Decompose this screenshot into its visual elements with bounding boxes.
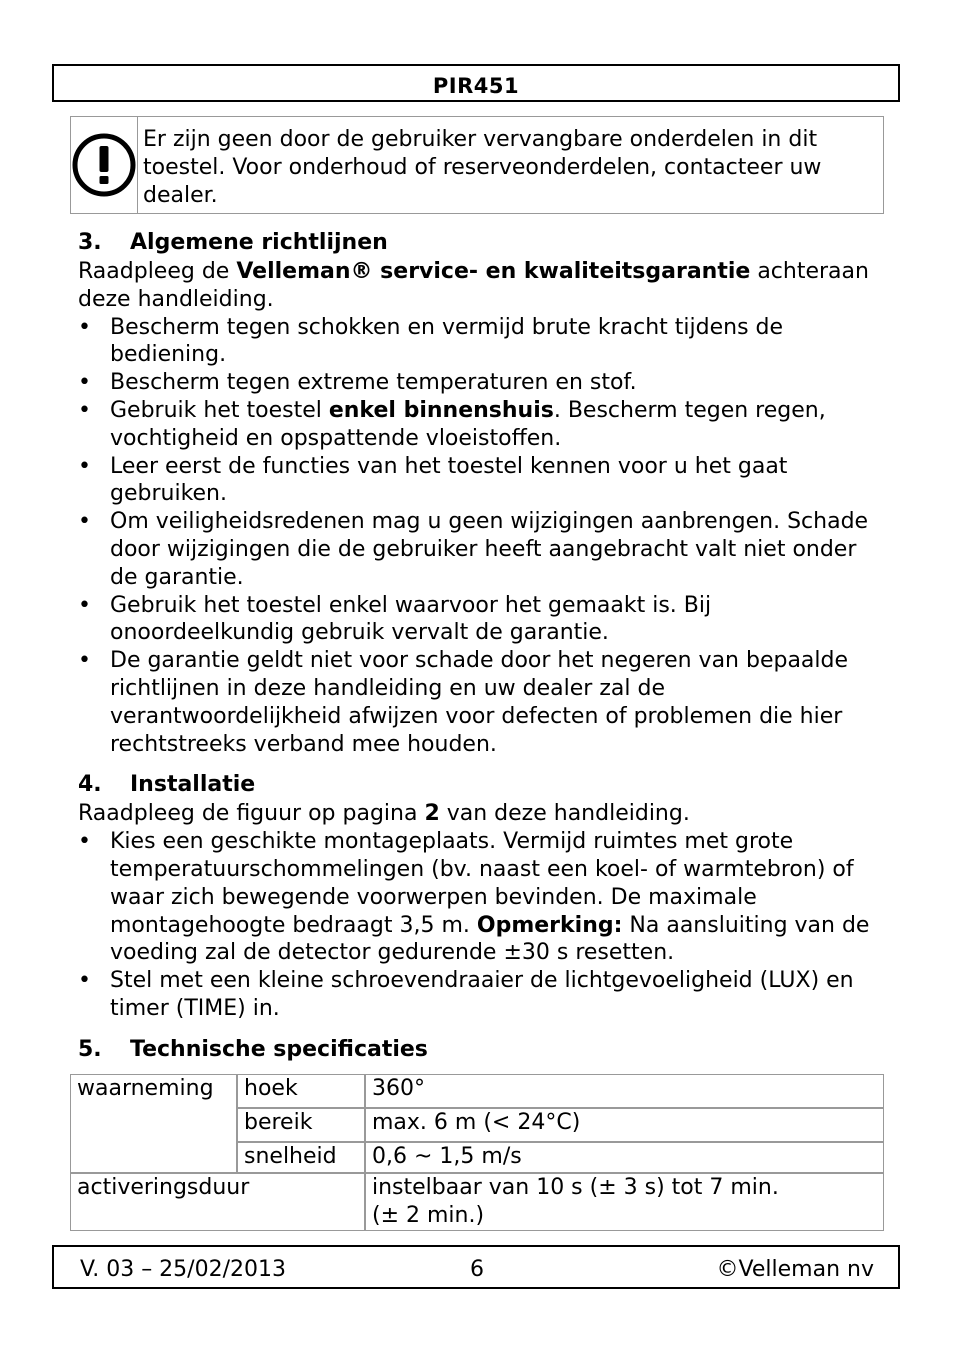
intro-text-end: van deze handleiding. — [439, 801, 690, 827]
table-cell: bereik — [237, 1108, 365, 1142]
table-cell: snelheid — [237, 1142, 365, 1173]
table-row — [70, 1173, 884, 1231]
item-bold-text: Opmerking: — [476, 912, 623, 938]
section-5-heading — [78, 1035, 888, 1065]
bullet: • — [78, 829, 91, 855]
list-item — [78, 314, 888, 370]
item-text: Bescherm tegen schokken en vermijd brute kracht tijdens de bediening. — [110, 314, 784, 368]
footer-page-number: 6 — [470, 1257, 484, 1282]
list-item — [78, 369, 888, 397]
item-text: Gebruik het toestel — [110, 397, 329, 423]
section-number: 4. — [78, 772, 102, 798]
content — [78, 228, 888, 1065]
cell-line: instelbaar van 10 s (± 3 s) tot 7 min. — [372, 1175, 779, 1200]
item-text: De garantie geldt niet voor schade door het negeren van bepaalde richtlijnen in deze handleiding en uw dealer zal de verantwoordelijkheid afwijzen voor defecten of problemen die hier rechtstreeks verband mee houden. — [110, 648, 849, 757]
table-cell: max. 6 m (< 24°C) — [365, 1108, 884, 1142]
intro-bold-text: 2 — [424, 801, 440, 827]
bullet: • — [78, 370, 91, 396]
table-cell: hoek — [237, 1074, 365, 1108]
list-item — [78, 967, 888, 1023]
section-4-intro — [78, 800, 888, 828]
bullet: • — [78, 397, 91, 423]
table-cell — [365, 1173, 884, 1231]
intro-text: Raadpleeg de figuur op pagina — [78, 801, 425, 827]
item-text: Gebruik het toestel enkel waarvoor het gemaakt is. Bij onoordeelkundig gebruik vervalt de garantie. — [110, 592, 712, 646]
footer-version: V. 03 – 25/02/2013 — [80, 1257, 286, 1282]
item-text: Om veiligheidsredenen mag u geen wijzigingen aanbrengen. Schade door wijzigingen die de gebruiker heeft aangebracht valt niet onder de garantie. — [110, 509, 869, 590]
bullet: • — [78, 592, 91, 618]
bullet: • — [78, 509, 91, 535]
bullet: • — [78, 314, 91, 340]
section-title: Installatie — [130, 772, 256, 798]
list-item — [78, 647, 888, 758]
cell-line: (± 2 min.) — [372, 1203, 485, 1228]
footer-copyright: ©Velleman nv — [716, 1257, 874, 1282]
intro-text-end: achteraan deze handleiding. — [78, 259, 869, 312]
item-text: Kies een geschikte montageplaats. Vermijd ruimtes met grote temperatuurschommelingen (bv. naast een koel- of warmtebron) of waar zich bewegende voorwerpen bevinden. De maximale montagehoogte bedraagt 3,5 m. — [110, 829, 854, 938]
page-header — [52, 64, 900, 102]
bullet: • — [78, 453, 91, 479]
intro-bold-text: Velleman® service- en kwaliteitsgarantie — [236, 259, 751, 284]
bullet: • — [78, 648, 91, 674]
table-cell: waarneming — [70, 1074, 237, 1173]
item-text-end: Na aansluiting van de voeding zal de detector gedurende ±30 s resetten. — [110, 912, 870, 966]
model-title: PIR451 — [432, 74, 520, 98]
list-item — [78, 397, 888, 453]
item-text: Leer eerst de functies van het toestel kennen voor u het gaat gebruiken. — [110, 453, 788, 507]
section-4-list — [78, 828, 888, 1023]
warning-icon-cell — [71, 117, 138, 213]
section-number: 3. — [78, 230, 102, 255]
table-cell: 0,6 ~ 1,5 m/s — [365, 1142, 884, 1173]
bullet: • — [78, 968, 91, 994]
item-text: Bescherm tegen extreme temperaturen en stof. — [110, 370, 637, 396]
section-number: 5. — [78, 1036, 102, 1062]
warning-box — [70, 116, 884, 214]
page-footer — [52, 1245, 900, 1289]
section-title: Algemene richtlijnen — [130, 230, 388, 255]
table-cell: 360° — [365, 1074, 884, 1108]
section-3-intro — [78, 258, 888, 314]
warning-text: Er zijn geen door de gebruiker vervangbare onderdelen in dit toestel. Voor onderhoud of reserveonderdelen, contacteer uw dealer. — [143, 127, 822, 208]
table-cell: activeringsduur — [70, 1173, 365, 1231]
list-item — [78, 508, 888, 591]
item-bold-text: enkel binnenshuis — [328, 397, 554, 423]
exclamation-circle-icon — [71, 132, 137, 198]
intro-text: Raadpleeg de — [78, 259, 237, 284]
item-text: Stel met een kleine schroevendraaier de lichtgevoeligheid (LUX) en timer (TIME) in. — [110, 968, 854, 1021]
list-item — [78, 453, 888, 509]
section-3-heading — [78, 228, 888, 258]
section-4-heading — [78, 770, 888, 800]
section-3-list — [78, 314, 888, 759]
item-text-end: . Bescherm tegen regen, vochtigheid en opspattende vloeistoffen. — [110, 397, 826, 451]
section-title: Technische specificaties — [130, 1036, 428, 1062]
list-item — [78, 828, 888, 967]
specs-table — [70, 1074, 884, 1231]
list-item — [78, 592, 888, 648]
table-row — [70, 1074, 884, 1108]
